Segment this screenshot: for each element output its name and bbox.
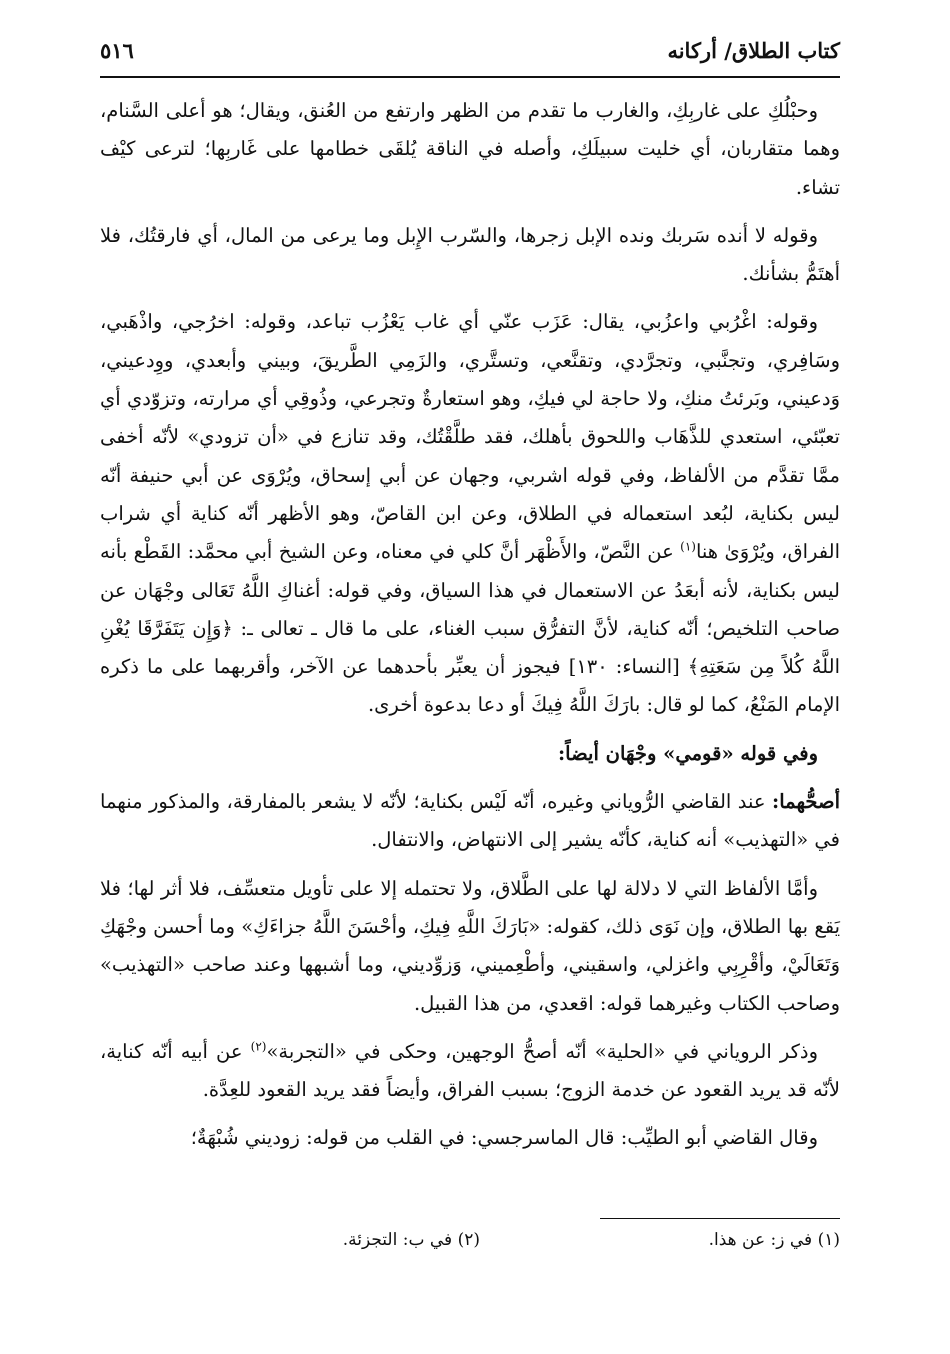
paragraph-lead: أصحُّهما: (772, 790, 840, 814)
body-text (100, 92, 840, 1168)
paragraph-text: وحبْلُكِ على غاربِكِ، والغارب ما تقدم من الظهر وارتفع من العُنق، ويقال؛ هو أعلى السَّنام، وهما متقاربان، أي خليت سبيلَكِ، وأصله في الناقة يُلقَى خطامها على غَاربِها؛ لترعى كيْف تشاء. (100, 99, 840, 199)
footnote-marker: (١) (680, 539, 696, 554)
page-header (100, 30, 840, 70)
paragraph (100, 1119, 840, 1157)
paragraph-text: وقوله: اغْرُبي واعزُبي، يقال: عَزَب عنّي أي غاب يَعْزُب تباعد، وقوله: اخرُجي، واذْهَبي، وسَافِري، وتجنَّبي، وتجرَّدي، وتقنَّعي، وتستَّري، والزَمِي الطَّريقَ، وبيني وأبعدي، ووِدعيني، وَدعيني، وبَرئتُ منكِ، ولا حاجة لي فيكِ، وهو استعارةٌ وتجرعي، وذُوقِي أي مرارته، وتزوّدي أي تعبّئي، استعدي للذَّهَاب واللحوق بأهلك، فقد طلَّقْتُك، وقد تنازع في «أن تزودي» لأنّه أخفى ممَّا تقدَّم من الألفاظ، وفي قوله اشربي، وجهان عن أبي إسحاق، ويُرْوَى عن أبي حنيفة أنّه ليس بكناية، لبُعد استعماله في الطلاق، وعن ابن القاصّ، وهو الأظهر أنّه كناية أي شراب الفراق، ويُرْوَىٰ هنا (100, 310, 841, 564)
header-rule (100, 76, 840, 78)
paragraph-text: وأمَّا الألفاظ التي لا دلالة لها على الطَّلاق، ولا تحتمله إلا على تأويل متعسِّف، فلا أثر لها؛ فلا يَقع بها الطلاق، وإن نَوَى ذلك، كقوله: «بَارَكَ اللَّهِ فِيكِ، وأحْسَنَ اللَّهُ جزاءَكِ» وما أحسن وجْهَكِ وَتَعَالَيْ، وأقْرِبِي واغزلي، واسقيني، وأطْعِميني، وَزوِّديني، وما أشبهها وعند صاحب «التهذيب» وصاحب الكتاب وغيرهما قوله: اقعدي، من هذا القبيل. (100, 876, 840, 1015)
footnote-marker: (٢) (250, 1039, 267, 1054)
paragraph-text: وفي قوله «قومي» وجْهَان أيضاً: (557, 741, 818, 765)
paragraph (100, 870, 840, 1023)
paragraph (100, 1033, 840, 1110)
paragraph-text: وذكر الروياني في «الحلية» أنّه أصحُّ الوجهين، وحكى في «التجربة» (266, 1039, 818, 1063)
paragraph-text: عن أبيه أنّه كناية، لأنّه قد يريد القعود عن خدمة الزوج؛ بسبب الفراق، وأيضاً فقد يريد القعود للعِدَّة. (100, 1039, 840, 1102)
footnotes (100, 1230, 840, 1262)
page-number: ٥١٦ (100, 37, 134, 63)
paragraph-text: وقال القاضي أبو الطيِّب: قال الماسرجسي: في القلب من قوله: زوديني شُبْهَةٌ؛ (190, 1126, 818, 1150)
paragraph-text: وقوله لا أنده سَربك ونده الإبل زجرها، والسّرب الإِبل وما يرعى من المال، أي فارقتُك، فلا أهتَمُّ بشأنك. (100, 223, 840, 286)
paragraph (100, 783, 840, 860)
footnote: (٢) في ب: التجزئة. (342, 1230, 480, 1250)
paragraph (100, 735, 840, 773)
paragraph-text: عند القاضي الرُّوياني وغيره، أنّه لَيْس بكناية؛ لأنّه لا يشعر بالمفارقة، والمذكور منهما في «التهذيب» أنه كناية، كأنّه يشير إلى الانتهاض، والانتفال. (100, 790, 840, 852)
paragraph (100, 92, 840, 207)
paragraph-text: عن النَّصّ، والأَظْهَر أنَّ كلي في معناه، وعن الشيخ أبي محمَّد: القَطْع بأنه ليس بكناية، لأنه أبعَدُ عن الاستعمال في هذا السياق، وفي قوله: أغناكِ اللَّهُ تَعَالى وجْهَان عن صاحب التلخيص؛ أنّه كناية، لأنَّ التفرُّق سبب الغناء، على ما قال ـ تعالى ـ: ﴿وَإِن يَتَفَرَّقَا يُغْنِ اللَّهُ كُلاً مِن سَعَتِهِ﴾ [النساء: ١٣٠] فيجوز أن يعبِّر بأحدهما عن الآخر، وأقربهما على ما ذكره الإمام المَنْعُ، كما لو قال: بارَكَ اللَّهُ فِيكَ أو دعا بدعوة أخرى. (100, 540, 840, 717)
paragraph (100, 217, 840, 294)
footnote: (١) في ز: عن هذا. (708, 1230, 840, 1250)
running-title: كتاب الطلاق/ أركانه (667, 37, 840, 63)
footnote-rule (600, 1218, 840, 1219)
paragraph (100, 303, 840, 724)
